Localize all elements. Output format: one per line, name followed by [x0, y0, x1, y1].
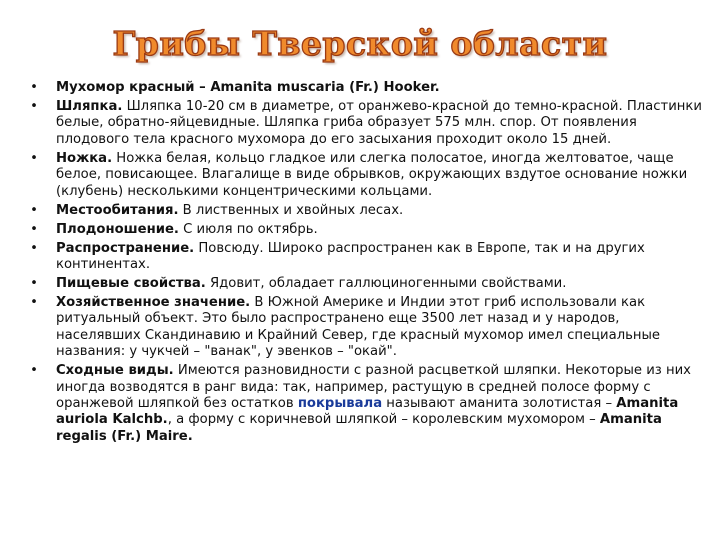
list-item-fruiting	[28, 222, 708, 238]
item-text: Ножка белая, кольцо гладкое или слегка полосатое, иногда желтоватое, чаще белое, повисающее. Влагалище в виде обрывков, окружающих вздутое основание ножки (клубень) несколькими концентрическими кольцами.	[56, 150, 688, 199]
item-text: Шляпка 10-20 см в диаметре, от оранжево-красной до темно-красной. Пластинки белые, обратно-яйцевидные. Шляпка гриба образует 575 млн. спор. От появления плодового тела красного мухомора до его засыхания проходит около 15 дней.	[56, 99, 702, 147]
item-text: Имеются разновидности с разной расцветкой шляпки. Некоторые из них иногда возводятся в ранг вида: так, например, растущую в средней полосе форму с оранжевой шляпкой без остатков	[56, 363, 691, 412]
list-item-similar-species	[28, 363, 708, 445]
item-label: Пищевые свойства.	[56, 276, 206, 292]
item-label: Местообитания.	[56, 202, 179, 218]
item-text: В Южной Америке и Индии этот гриб использовали как ритуальный объект. Это было распространено еще 3500 лет назад и у народов, населявших Скандинавию и Крайний Север, где красный мухомор имел специальные названия: у чукчей – "ванак", у эвенков – "окай".	[56, 295, 661, 360]
bullet-icon: •	[30, 295, 38, 311]
item-text: В лиственных и хвойных лесах.	[178, 202, 404, 218]
item-text: называют аманита золотистая –	[382, 396, 617, 412]
bullet-icon: •	[30, 99, 38, 114]
item-text: С июля по октябрь.	[178, 221, 318, 237]
item-text: Ядовит, обладает галлюциногенными свойствами.	[205, 276, 567, 292]
item-label: Хозяйственное значение.	[56, 295, 251, 311]
bullet-list	[28, 80, 708, 445]
bullet-icon: •	[30, 221, 38, 237]
item-text: , а форму с коричневой шляпкой – королевским мухомором –	[167, 412, 600, 428]
bullet-icon: •	[30, 150, 38, 166]
item-label: Сходные виды.	[56, 363, 174, 379]
species-name-regalis: Amanita regalis (Fr.) Maire.	[56, 412, 662, 444]
list-item-species-name	[28, 80, 708, 96]
list-item-cap	[28, 99, 708, 148]
veil-link[interactable]: покрывала	[297, 396, 383, 412]
bullet-icon: •	[30, 276, 38, 292]
item-text: Повсюду. Широко распространен как в Европе, так и на других континентах.	[56, 240, 645, 273]
bullet-icon: •	[30, 363, 38, 379]
content-area	[28, 80, 708, 448]
list-item-economic-value	[28, 295, 708, 361]
bullet-icon: •	[30, 240, 38, 256]
bullet-icon: •	[30, 202, 38, 218]
item-label: Плодоношение.	[56, 221, 179, 237]
list-item-stem	[28, 151, 708, 200]
item-label: Распространение.	[56, 240, 195, 256]
list-item-habitat	[28, 203, 708, 219]
species-heading: Мухомор красный – Amanita muscaria (Fr.) Hooker.	[56, 80, 440, 95]
list-item-edibility	[28, 276, 708, 292]
bullet-icon: •	[30, 80, 38, 95]
slide-title: Грибы Тверской области	[112, 24, 608, 63]
item-label: Шляпка.	[56, 99, 123, 114]
species-name-auriola: Amanita auriola Kalchb.	[56, 396, 679, 428]
item-label: Ножка.	[56, 150, 113, 166]
list-item-distribution	[28, 241, 708, 274]
